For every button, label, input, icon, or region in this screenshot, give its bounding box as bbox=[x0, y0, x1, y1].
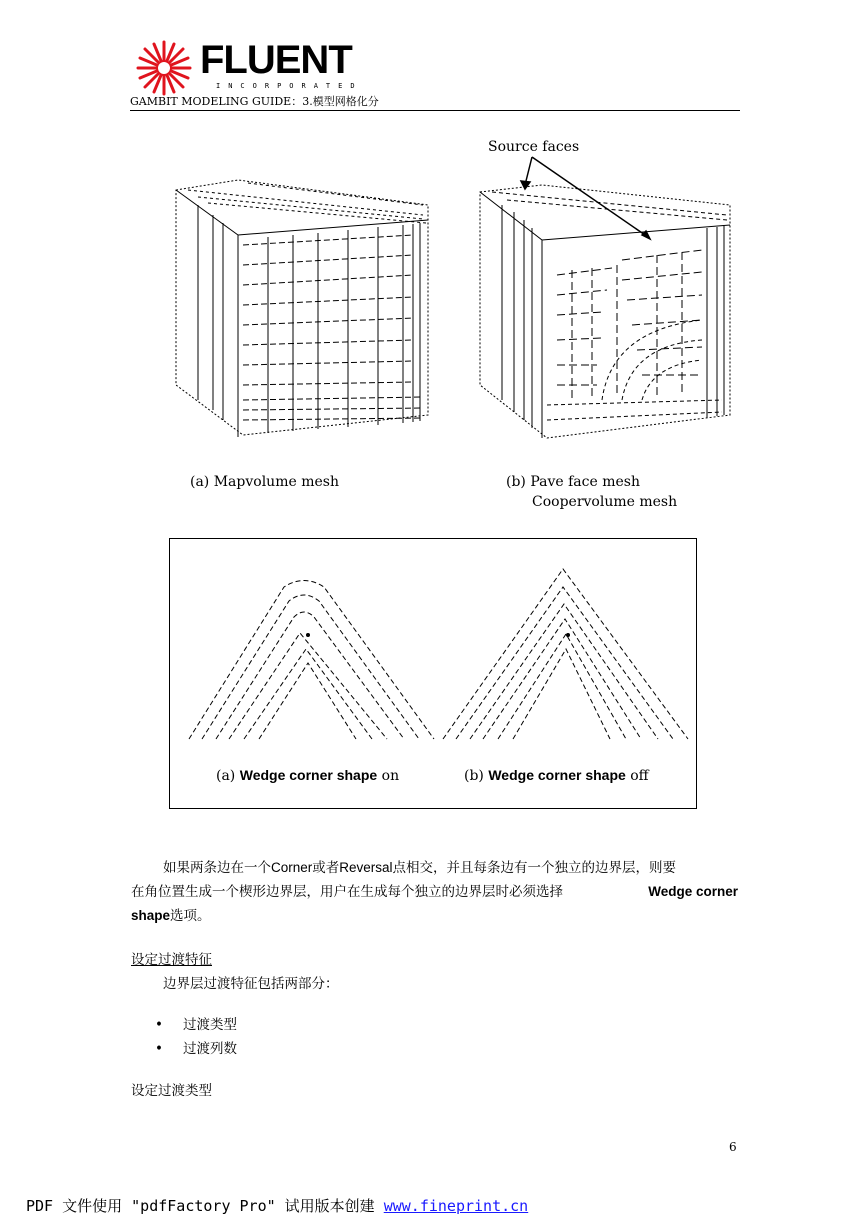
guide-title: GAMBIT MODELING GUIDE：3.模型网格化分 bbox=[130, 95, 379, 108]
header-rule bbox=[130, 110, 740, 111]
section-heading-transition-type: 设定过渡类型 bbox=[131, 1083, 212, 1099]
paragraph-line-2: 在角位置生成一个楔形边界层，用户在生成每个独立的边界层时必须选择 Wedge corner bbox=[131, 884, 738, 900]
logo-subtitle: INCORPORATED bbox=[216, 82, 363, 90]
list-item: • 过渡列数 bbox=[155, 1041, 237, 1057]
pdf-footer: PDF 文件使用 "pdfFactory Pro" 试用版本创建 www.fineprint.cn bbox=[26, 1197, 529, 1215]
map-volume-mesh-image bbox=[168, 175, 440, 440]
section-heading-transition: 设定过渡特征 bbox=[131, 952, 212, 968]
page-number: 6 bbox=[729, 1140, 737, 1154]
paragraph-line-3: shape选项。 bbox=[131, 908, 211, 924]
logo-wordmark: FLUENT bbox=[200, 38, 352, 82]
caption-map-volume: (a) Mapvolume mesh bbox=[190, 474, 339, 490]
bullet-list bbox=[155, 1013, 237, 1061]
wedge-corner-on-image bbox=[184, 559, 439, 759]
body-paragraph bbox=[131, 856, 738, 928]
caption-cooper-volume: Coopervolume mesh bbox=[532, 494, 678, 510]
wedge-corner-off-image bbox=[438, 559, 693, 759]
source-faces-label: Source faces bbox=[488, 139, 580, 155]
caption-wedge-off: (b) Wedge corner shape off bbox=[464, 767, 649, 784]
figure-volume-meshes bbox=[160, 135, 720, 520]
section-intro: 边界层过渡特征包括两部分： bbox=[163, 976, 339, 992]
fineprint-link[interactable]: www.fineprint.cn bbox=[383, 1197, 529, 1215]
paragraph-line-1: 如果两条边在一个Corner或者Reversal点相交，并且每条边有一个独立的边界层，则要 bbox=[163, 860, 677, 876]
figure-wedge-corner bbox=[169, 538, 697, 809]
caption-wedge-on: (a) Wedge corner shape on bbox=[216, 767, 400, 784]
caption-pave-face: (b) Pave face mesh bbox=[506, 474, 640, 490]
pave-cooper-mesh-image bbox=[472, 180, 742, 442]
fluent-logo-icon bbox=[134, 38, 194, 98]
list-item: • 过渡类型 bbox=[155, 1017, 237, 1033]
page-header bbox=[130, 36, 740, 112]
